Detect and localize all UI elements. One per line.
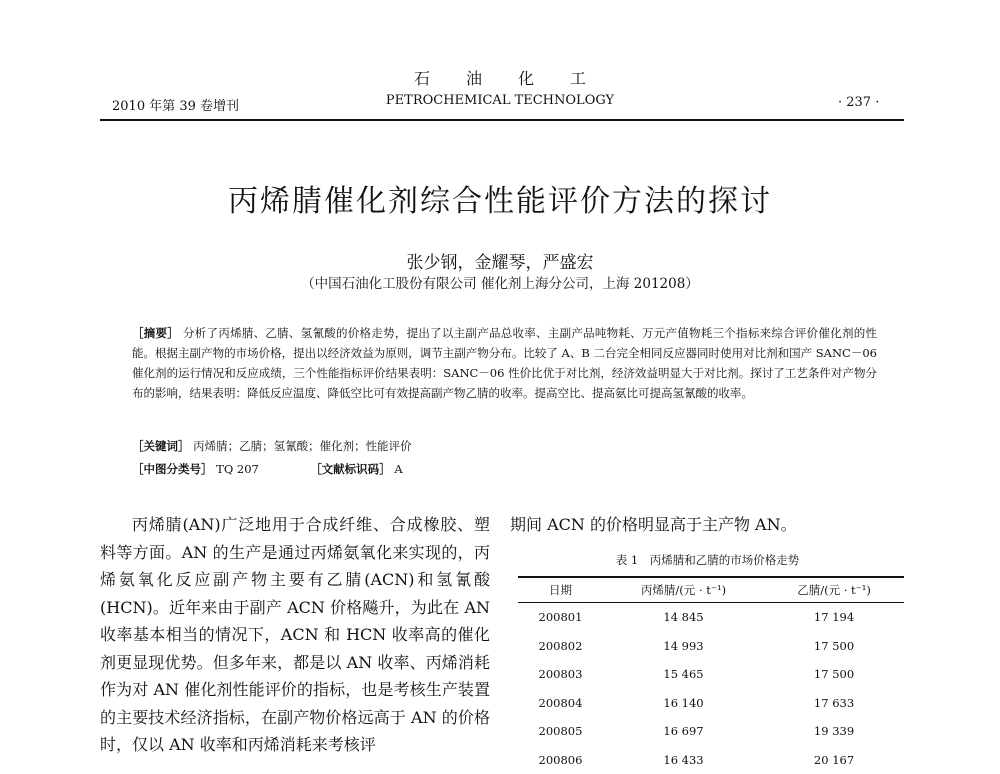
clc-code: TQ 207 <box>216 462 259 476</box>
cell-acrylonitrile: 14 845 <box>603 603 764 632</box>
body-column-right: 期间 ACN 的价格明显高于主产物 AN。 <box>510 511 905 539</box>
table-header-row <box>518 577 904 603</box>
abstract <box>132 323 877 403</box>
price-table <box>518 576 904 774</box>
table-row <box>518 603 904 632</box>
authors: 张少钢，金耀琴，严盛宏 <box>0 248 1000 273</box>
cell-acrylonitrile: 16 697 <box>603 717 764 746</box>
abstract-text: 分析了丙烯腈、乙腈、氢氰酸的价格走势，提出了以主副产品总收率、主副产品吨物耗、万元产值物耗三个指标来综合评价催化剂的性能。根据主副产物的市场价格，提出以经济效益为原则，调节主副产物分布。比较了 A、B 二台完全相同反应器同时使用对比剂和国产 SANC－06 催化剂的运行情况和反应成绩，三个性能指标评价结果表明：SANC－06 性价比优于对比剂，经济效益明显大于对比剂。探讨了工艺条件对产物分布的影响，结果表明：降低反应温度、降低空比可有效提高副产物乙腈的收率。提高空比、提高氨比可提高氢氰酸的收率。 <box>132 326 877 400</box>
table-row <box>518 717 904 746</box>
table-row <box>518 632 904 661</box>
keywords <box>132 438 412 454</box>
issue-info: 2010 年第 39 卷增刊 <box>112 95 239 114</box>
table-row <box>518 689 904 718</box>
cell-acetonitrile: 17 633 <box>764 689 904 718</box>
cell-acrylonitrile: 16 140 <box>603 689 764 718</box>
cell-acrylonitrile: 16 433 <box>603 746 764 774</box>
page-number: · 237 · <box>838 95 879 110</box>
header-acrylonitrile: 丙烯腈/(元 · t⁻¹) <box>603 577 764 603</box>
cell-acetonitrile: 20 167 <box>764 746 904 774</box>
body-paragraph: 丙烯腈(AN)广泛地用于合成纤维、合成橡胶、塑料等方面。AN 的生产是通过丙烯氨氧化来实现的，丙烯氨氧化反应副产物主要有乙腈(ACN)和氢氰酸(HCN)。近年来由于副产 ACN 价格飚升，为此在 AN 收率基本相当的情况下，ACN 和 HCN 收率高的催化剂更显现优势。但多年来，都是以 AN 收率、丙烯消耗作为对 AN 催化剂性能评价的指标，也是考核生产装置的主要技术经济指标，在副产物价格远高于 AN 的价格时，仅以 AN 收率和丙烯消耗来考核评 <box>100 511 490 759</box>
cell-date: 200804 <box>518 689 603 718</box>
journal-title-cn: 石油化工 <box>0 66 1000 89</box>
cell-date: 200803 <box>518 660 603 689</box>
cell-acetonitrile: 19 339 <box>764 717 904 746</box>
article-title: 丙烯腈催化剂综合性能评价方法的探讨 <box>0 176 1000 220</box>
cell-date: 200806 <box>518 746 603 774</box>
abstract-label: ［摘要］ <box>132 326 179 340</box>
header-rule <box>100 119 904 121</box>
cell-acetonitrile: 17 500 <box>764 660 904 689</box>
keywords-text: 丙烯腈；乙腈；氢氰酸；催化剂；性能评价 <box>193 439 412 453</box>
cell-acetonitrile: 17 500 <box>764 632 904 661</box>
table-caption: 表 1 丙烯腈和乙腈的市场价格走势 <box>510 552 905 568</box>
cell-acrylonitrile: 15 465 <box>603 660 764 689</box>
classification <box>132 461 403 477</box>
table-row <box>518 660 904 689</box>
doc-code: A <box>394 462 402 476</box>
clc-label: ［中图分类号］ <box>132 462 213 476</box>
affiliation: （中国石油化工股份有限公司 催化剂上海分公司，上海 201208） <box>0 272 1000 292</box>
cell-acetonitrile: 17 194 <box>764 603 904 632</box>
cell-date: 200801 <box>518 603 603 632</box>
cell-date: 200802 <box>518 632 603 661</box>
cell-acrylonitrile: 14 993 <box>603 632 764 661</box>
header-date: 日期 <box>518 577 603 603</box>
header-acetonitrile: 乙腈/(元 · t⁻¹) <box>764 577 904 603</box>
doc-code-label: ［文献标识码］ <box>310 462 391 476</box>
cell-date: 200805 <box>518 717 603 746</box>
body-column-left <box>100 511 490 759</box>
journal-title-en: PETROCHEMICAL TECHNOLOGY <box>0 93 1000 108</box>
keywords-label: ［关键词］ <box>132 439 190 453</box>
